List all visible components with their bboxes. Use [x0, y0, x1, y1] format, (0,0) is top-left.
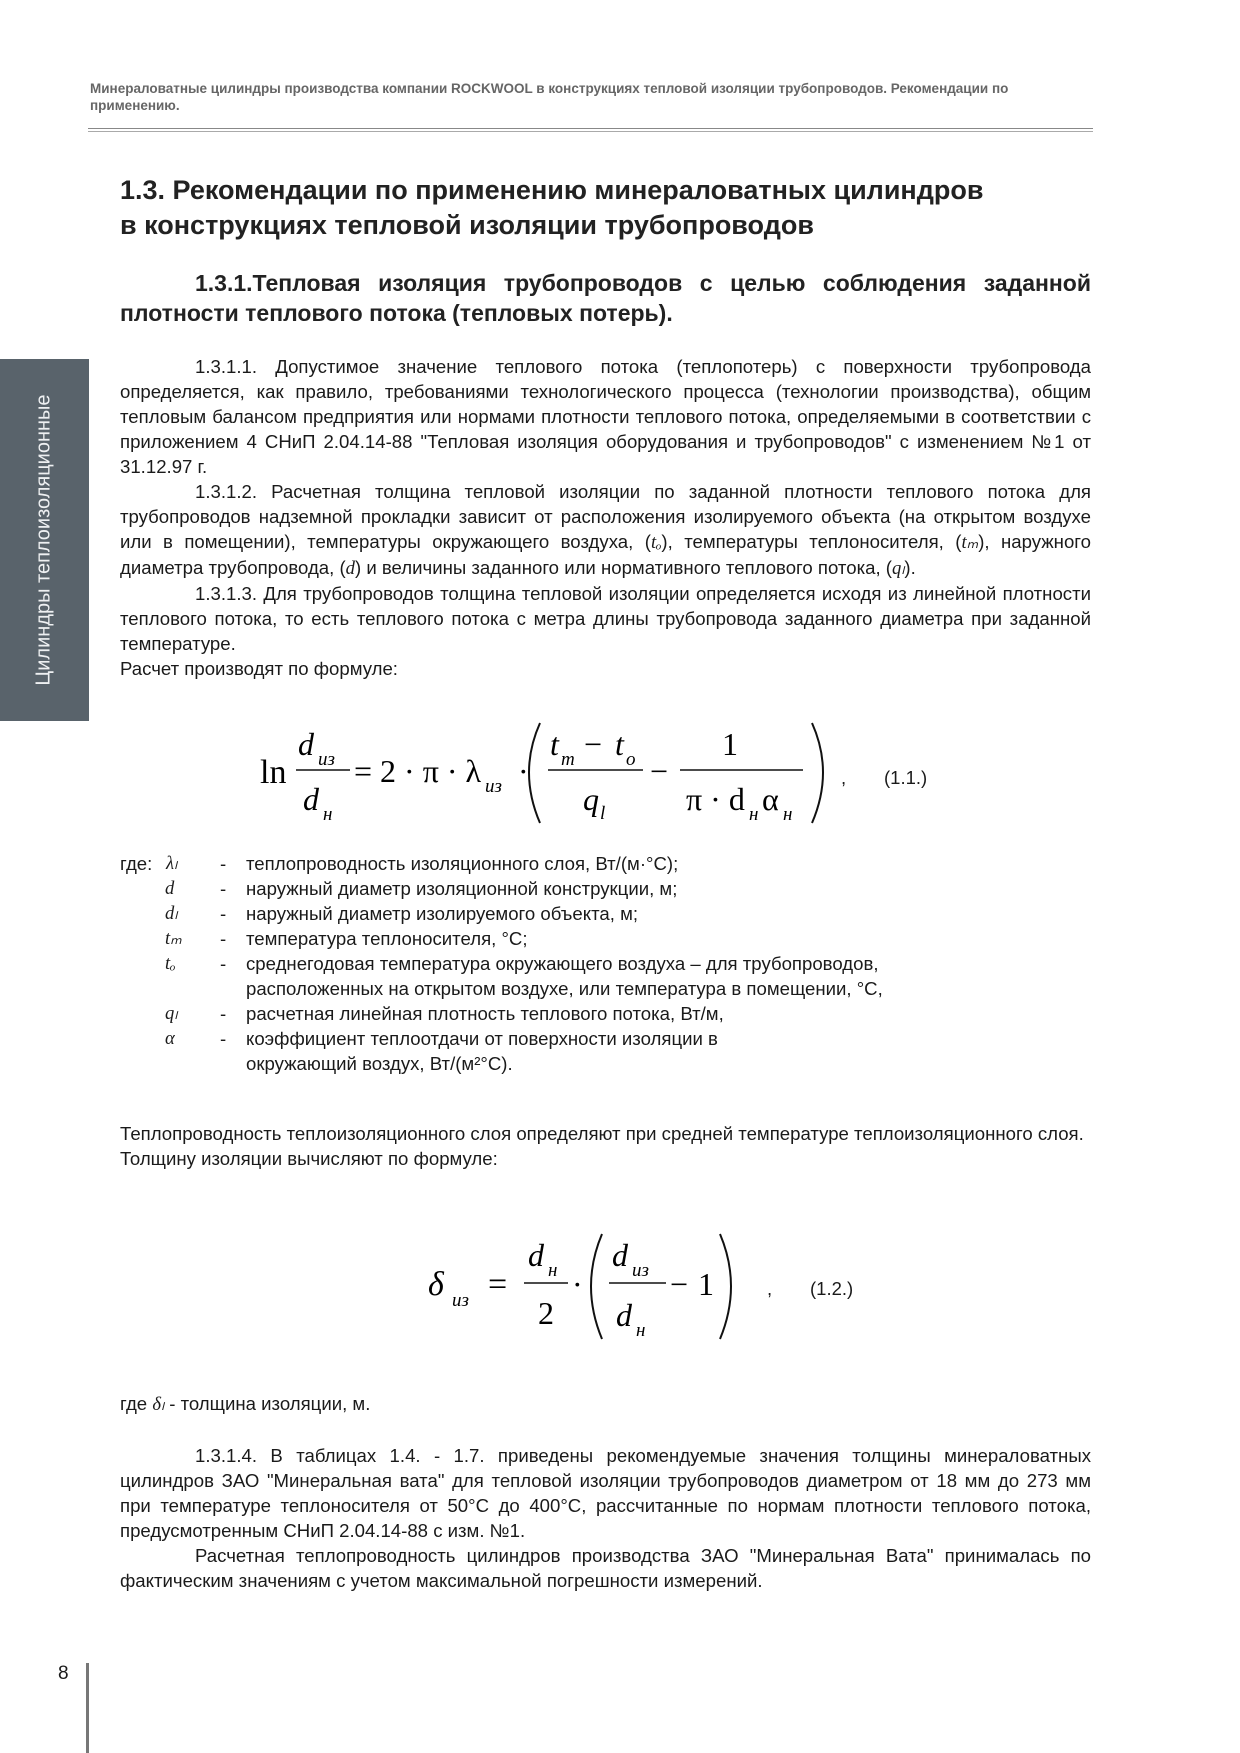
where-list: [120, 851, 1080, 1076]
f2-one: 1: [698, 1266, 714, 1302]
section-title-line2: в конструкциях тепловой изоляции трубопроводов: [120, 210, 814, 240]
where-symbol: qₗ: [165, 1003, 178, 1024]
where-description: теплопроводность изоляционного слоя, Вт/(м·°С);: [246, 853, 679, 874]
where-lead: где:: [120, 853, 153, 874]
formula-1-2-number: (1.2.): [810, 1278, 854, 1299]
f2-inner-den-sub: н: [636, 1320, 646, 1341]
f1-num-d: d: [298, 726, 314, 762]
body-block-1: [120, 354, 1091, 681]
where-dash: -: [220, 903, 227, 924]
formula-1-2: [420, 1228, 760, 1348]
p2-part-b: ), температуры теплоносителя, (: [661, 531, 962, 552]
section-title: [120, 173, 1080, 243]
f2-minus: −: [670, 1266, 689, 1302]
f2-equals: =: [488, 1266, 508, 1303]
f2-num-d: d: [528, 1237, 544, 1273]
where-description: наружный диаметр изолируемого объекта, м;: [246, 903, 639, 924]
f1-ln: ln: [260, 754, 287, 791]
p2-symbol-tm: tₘ: [961, 532, 979, 553]
formula-1-1-number: (1.1.): [884, 767, 928, 788]
f1-equals-2pi-lambda: = 2 · π · λ: [354, 753, 482, 789]
paragraph-1-3-1-2: [120, 479, 1091, 581]
formula-1-1: [250, 715, 870, 830]
where2-lead: где: [120, 1393, 148, 1414]
formula-1-2-svg: [420, 1228, 760, 1348]
f1-num-sub: из: [318, 749, 335, 770]
f2-right-paren: [720, 1234, 731, 1339]
where2-text: - толщина изоляции, м.: [164, 1393, 371, 1414]
f1-den-d-sub: н: [749, 804, 759, 825]
where-dash: -: [220, 1028, 227, 1049]
paragraph-1-3-1-1: 1.3.1.1. Допустимое значение теплового потока (теплопотерь) с поверхности трубопровода определяется, как правило, требованиями технологического процесса (технологии производства), общим тепловым балансом предприятия или нормами плотности теплового потока, определяемыми в соответствии с приложением 4 СНиП 2.04.14-88 "Тепловая изоляция оборудования и трубопроводов" с изменением №1 от 31.12.97 г.: [120, 356, 1091, 477]
f1-den-d: d: [303, 781, 319, 817]
where-description: расчетная линейная плотность теплового потока, Вт/м,: [246, 1003, 724, 1024]
footer-bar: [86, 1663, 89, 1753]
f1-left-paren: [529, 723, 540, 823]
where-thickness: [120, 1391, 1091, 1417]
where-symbol: d: [165, 878, 175, 899]
f2-inner-num-d: d: [612, 1237, 628, 1273]
where-dash: -: [220, 928, 227, 949]
f2-inner-den-d: d: [616, 1297, 632, 1333]
body-block-2: [120, 1121, 1091, 1171]
p2-part-e: ).: [904, 557, 916, 578]
f1-tm-sub: m: [561, 749, 575, 770]
paragraph-conductivity: Теплопроводность теплоизоляционного слоя определяют при средней температуре теплоизоляционного слоя.: [120, 1123, 1084, 1144]
subsection-title-text: 1.3.1.Тепловая изоляция трубопроводов с целью соблюдения заданной плотности теплового потока (тепловых потерь).: [120, 270, 1091, 326]
where-symbol: tₒ: [165, 953, 176, 974]
p2-symbol-to: tₒ: [650, 532, 662, 553]
where-dash: -: [220, 878, 227, 899]
f2-two: 2: [538, 1295, 554, 1331]
p2-part-c: ), наружного диаметра трубопровода, (: [120, 531, 1092, 578]
f1-one: 1: [722, 726, 738, 762]
p2-symbol-ql: qₗ: [891, 558, 905, 579]
where-row-lambda: [120, 851, 1080, 876]
f2-num-sub: н: [548, 1260, 558, 1281]
p2-part-d: ) и величины заданного или нормативного теплового потока, (: [354, 557, 892, 578]
f1-alpha: α: [762, 781, 779, 817]
f2-delta-sub: из: [452, 1290, 469, 1311]
f2-left-paren: [591, 1234, 602, 1339]
f2-inner-num-sub: из: [632, 1260, 649, 1281]
where-row-alpha: [120, 1026, 1080, 1076]
where-dash: -: [220, 853, 227, 874]
where-row-ql: [120, 1001, 1080, 1026]
p2-symbol-d: d: [345, 558, 355, 579]
side-tab-label: Цилиндры теплоизоляционные: [32, 394, 55, 686]
f1-den-pi-d: π · d: [686, 781, 745, 817]
paragraph-conductivity-calc: Расчетная теплопроводность цилиндров производства ЗАО "Минеральная Вата" принималась по фактическим значениям с учетом максимальной погрешности измерений.: [120, 1545, 1091, 1591]
where-symbol: α: [165, 1028, 175, 1049]
paragraph-1-3-1-3: 1.3.1.3. Для трубопроводов толщина тепловой изоляции определяется исходя из линейной плотности теплового потока, то есть теплового потока с метра длины трубопровода заданного диаметра при заданной температуре.: [120, 583, 1091, 654]
header-rule: [88, 128, 1093, 129]
where-row-to: [120, 951, 1080, 1001]
where-dash: -: [220, 953, 227, 974]
f1-ql-sub: l: [600, 803, 606, 824]
where-thickness-line: [120, 1391, 1091, 1417]
where-dash: -: [220, 1003, 227, 1024]
section-title-line1: 1.3. Рекомендации по применению минераловатных цилиндров: [120, 175, 984, 205]
where-description: температура теплоносителя, °С;: [246, 928, 528, 949]
f1-to: t: [615, 726, 624, 762]
f1-tm: t: [550, 726, 559, 762]
f1-den-sub: н: [323, 804, 333, 825]
formula-1-intro: Расчет производят по формуле:: [120, 658, 398, 679]
f1-dot: ·: [518, 753, 529, 789]
subsection-title: [120, 268, 1091, 328]
running-header: Минераловатные цилиндры производства компании ROCKWOOL в конструкциях тепловой изоляции трубопроводов. Рекомендации по применению.: [90, 81, 1009, 113]
f1-alpha-sub: н: [783, 804, 793, 825]
formula-2-intro: Толщину изоляции вычисляют по формуле:: [120, 1148, 498, 1169]
where-description: коэффициент теплоотдачи от поверхности изоляции в окружающий воздух, Вт/(м²°С).: [246, 1028, 718, 1074]
f1-ql: q: [583, 781, 599, 817]
where-description: наружный диаметр изоляционной конструкции, м;: [246, 878, 678, 899]
f1-lambda-sub: из: [485, 776, 502, 797]
where-symbol: tₘ: [165, 928, 182, 949]
f2-delta: δ: [428, 1266, 444, 1303]
p2-part-a: 1.3.1.2. Расчетная толщина тепловой изоляции по заданной плотности теплового потока для трубопроводов надземной прокладки зависит от расположения изолируемого объекта (на открытом воздухе или в помещении), температуры окружающего воздуха, (: [120, 481, 1091, 552]
formula-1-1-comma: ,: [841, 767, 847, 788]
where-symbol: λₗ: [166, 853, 178, 874]
where-description: среднегодовая температура окружающего воздуха – для трубопроводов, расположенных на открытом воздухе, или температура в помещении, °С,: [246, 953, 883, 999]
body-block-3: [120, 1443, 1091, 1593]
where-row-dl: [120, 901, 1080, 926]
where2-symbol: δₗ: [152, 1394, 165, 1415]
f2-dot: ·: [572, 1266, 583, 1302]
page-number: 8: [58, 1663, 69, 1684]
formula-1-1-svg: [250, 715, 870, 830]
header-rule-secondary: [88, 131, 1093, 132]
f1-num-minus: −: [584, 726, 603, 762]
f1-minus: −: [650, 753, 669, 789]
where-symbol: dₗ: [165, 903, 178, 924]
where-row-d: [120, 876, 1080, 901]
formula-1-2-comma: ,: [767, 1278, 773, 1299]
f1-right-paren: [812, 723, 823, 823]
f1-to-sub: o: [626, 749, 636, 770]
paragraph-1-3-1-4: 1.3.1.4. В таблицах 1.4. - 1.7. приведены рекомендуемые значения толщины минераловатных цилиндров ЗАО "Минеральная вата" для тепловой изоляции трубопроводов диаметром от 18 мм до 273 мм при температуре теплоносителя от 50°С до 400°С, рассчитанные по нормам плотности теплового потока, предусмотренным СНиП 2.04.14-88 с изм. №1.: [120, 1445, 1091, 1541]
where-row-tm: [120, 926, 1080, 951]
